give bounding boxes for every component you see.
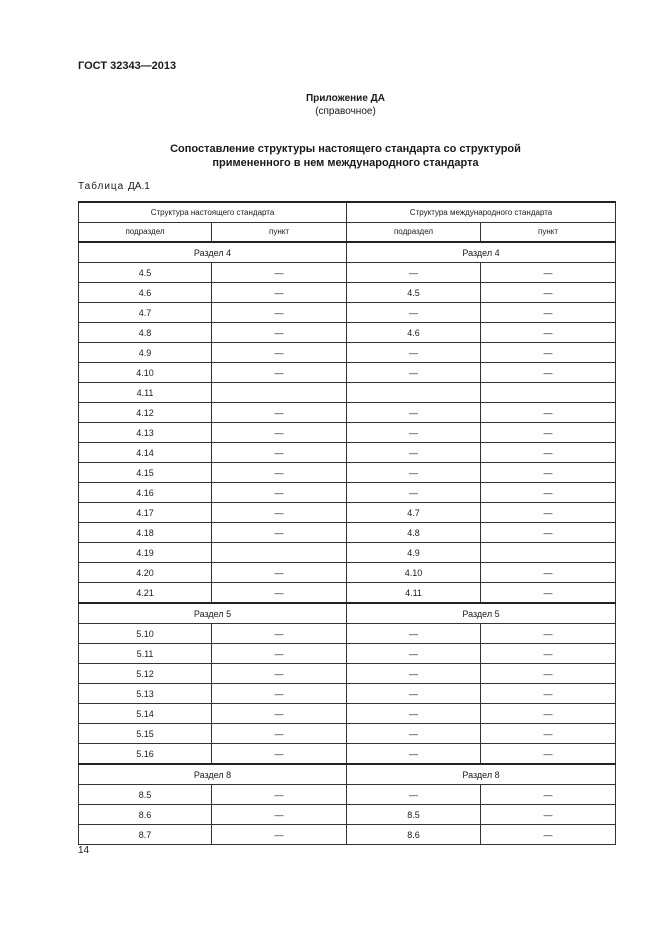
table-cell: 4.12 [79, 403, 212, 423]
table-cell: 4.14 [79, 443, 212, 463]
table-cell: — [481, 323, 616, 343]
table-cell: 4.6 [79, 283, 212, 303]
table-cell: 4.13 [79, 423, 212, 443]
table-cell: — [347, 463, 481, 483]
table-cell: — [481, 363, 616, 383]
table-cell: — [347, 403, 481, 423]
table-row [79, 724, 616, 744]
page-number: 14 [78, 845, 90, 856]
table-cell: 4.7 [347, 503, 481, 523]
table-row [79, 664, 616, 684]
table-cell: 4.9 [79, 343, 212, 363]
table-cell: — [481, 805, 616, 825]
table-cell: — [212, 443, 347, 463]
table-cell: — [481, 684, 616, 704]
table-cell: — [347, 483, 481, 503]
table-cell: — [212, 785, 347, 805]
table-row [79, 644, 616, 664]
table-cell: 8.5 [79, 785, 212, 805]
table-cell: 4.10 [79, 363, 212, 383]
table-cell: 8.5 [347, 805, 481, 825]
table-cell: — [212, 583, 347, 604]
table-cell: — [347, 724, 481, 744]
table-cell: — [481, 624, 616, 644]
table-cell: — [212, 704, 347, 724]
table-cell: — [347, 263, 481, 283]
table-cell: 4.17 [79, 503, 212, 523]
section-header-row [79, 242, 616, 263]
table-cell: — [481, 463, 616, 483]
table-cell: 8.7 [79, 825, 212, 845]
table-cell: — [481, 785, 616, 805]
table-cell: — [481, 644, 616, 664]
table-cell: 8.6 [347, 825, 481, 845]
group-header-international: Структура международного стандарта [347, 202, 616, 223]
section-title: Раздел 8 [347, 764, 616, 785]
table-cell: 5.12 [79, 664, 212, 684]
section-title: Раздел 4 [79, 242, 347, 263]
table-cell: 4.5 [347, 283, 481, 303]
table-caption-number: ДА.1 [128, 181, 150, 192]
table-row [79, 583, 616, 604]
table-cell: — [347, 684, 481, 704]
table-cell: — [347, 624, 481, 644]
table-row [79, 503, 616, 523]
table-row [79, 283, 616, 303]
table-row [79, 363, 616, 383]
sub-header-cell: подраздел [79, 223, 212, 243]
table-row [79, 423, 616, 443]
table-cell: — [347, 363, 481, 383]
table-cell: — [347, 785, 481, 805]
table-cell: — [481, 263, 616, 283]
table-cell: 4.20 [79, 563, 212, 583]
table-cell: — [481, 503, 616, 523]
table-cell: — [212, 523, 347, 543]
table-row [79, 825, 616, 845]
table-row [79, 443, 616, 463]
table-cell: — [212, 323, 347, 343]
table-row [79, 523, 616, 543]
table-row [79, 303, 616, 323]
table-row [79, 744, 616, 765]
table-cell: — [212, 363, 347, 383]
table-cell: 4.9 [347, 543, 481, 563]
table-cell: — [481, 343, 616, 363]
table-row [79, 624, 616, 644]
table-cell: 4.7 [79, 303, 212, 323]
table-cell: — [481, 825, 616, 845]
section-title: Раздел 4 [347, 242, 616, 263]
table-cell: — [347, 704, 481, 724]
table-cell: — [212, 563, 347, 583]
table-cell: — [481, 283, 616, 303]
table-cell: — [212, 684, 347, 704]
appendix-subtitle: (справочное) [315, 106, 376, 117]
table-cell: — [481, 423, 616, 443]
table-cell: — [212, 263, 347, 283]
table-cell: 4.8 [347, 523, 481, 543]
section-title: Раздел 5 [347, 603, 616, 624]
table-heading-line-1: Сопоставление структуры настоящего стандарта со структурой [170, 143, 521, 155]
table-row [79, 483, 616, 503]
table-row [79, 263, 616, 283]
table-row [79, 704, 616, 724]
table-caption [78, 181, 150, 192]
table-cell: — [212, 664, 347, 684]
table-cell: 8.6 [79, 805, 212, 825]
section-header-row [79, 764, 616, 785]
sub-header-cell: пункт [481, 223, 616, 243]
table-sub-header-row [79, 223, 616, 243]
section-title: Раздел 5 [79, 603, 347, 624]
table-cell: — [481, 523, 616, 543]
table-cell: — [347, 644, 481, 664]
table-row [79, 563, 616, 583]
table-row [79, 684, 616, 704]
document-id: ГОСТ 32343—2013 [78, 60, 177, 72]
table-cell: — [481, 563, 616, 583]
table-cell: — [481, 443, 616, 463]
table-cell: 4.11 [79, 383, 212, 403]
table-cell [481, 383, 616, 403]
table-cell: — [481, 704, 616, 724]
table-cell: — [347, 343, 481, 363]
table-cell: 5.11 [79, 644, 212, 664]
table-cell: 4.5 [79, 263, 212, 283]
table-cell: — [481, 483, 616, 503]
table-cell: — [347, 744, 481, 765]
table-cell: 4.16 [79, 483, 212, 503]
table-cell [347, 383, 481, 403]
table-cell: 4.18 [79, 523, 212, 543]
sub-header-cell: подраздел [347, 223, 481, 243]
table-cell: 4.21 [79, 583, 212, 604]
table-cell: — [347, 664, 481, 684]
table-cell: — [212, 724, 347, 744]
table-heading-line-2: примененного в нем международного стандарта [212, 157, 479, 169]
table-body [79, 242, 616, 845]
group-header-national: Структура настоящего стандарта [79, 202, 347, 223]
table-cell: — [212, 463, 347, 483]
table-cell: — [212, 403, 347, 423]
table-cell: — [212, 644, 347, 664]
table-row [79, 785, 616, 805]
table-cell: — [212, 483, 347, 503]
table-cell: — [212, 423, 347, 443]
section-header-row [79, 603, 616, 624]
table-cell: 5.14 [79, 704, 212, 724]
table-cell: — [212, 805, 347, 825]
table-cell: — [212, 283, 347, 303]
table-row [79, 805, 616, 825]
table-cell: 4.6 [347, 323, 481, 343]
table-row [79, 383, 616, 403]
table-cell: — [481, 744, 616, 765]
table-cell: 4.8 [79, 323, 212, 343]
table-cell [212, 383, 347, 403]
table-cell: — [212, 343, 347, 363]
table-cell: — [212, 825, 347, 845]
table-cell: — [347, 423, 481, 443]
table-cell: — [481, 724, 616, 744]
table-cell: 4.11 [347, 583, 481, 604]
table-cell: — [481, 583, 616, 604]
table-cell: — [212, 503, 347, 523]
table-cell: 4.15 [79, 463, 212, 483]
table-cell [481, 543, 616, 563]
appendix-title-block [0, 92, 661, 118]
table-cell: 5.16 [79, 744, 212, 765]
table-heading [0, 142, 661, 170]
sub-header-cell: пункт [212, 223, 347, 243]
table-cell: 4.19 [79, 543, 212, 563]
table-cell: — [481, 303, 616, 323]
section-title: Раздел 8 [79, 764, 347, 785]
comparison-table [78, 201, 616, 845]
table-row [79, 323, 616, 343]
table-cell: — [212, 624, 347, 644]
table-row [79, 403, 616, 423]
appendix-title: Приложение ДА [305, 93, 386, 104]
table-row [79, 343, 616, 363]
table-cell: 5.15 [79, 724, 212, 744]
table-row [79, 543, 616, 563]
table-cell: 4.10 [347, 563, 481, 583]
table-cell: — [212, 744, 347, 765]
table-caption-label: Таблица [78, 181, 125, 192]
table-cell [212, 543, 347, 563]
table-cell: — [481, 403, 616, 423]
table-cell: — [212, 303, 347, 323]
table-cell: 5.10 [79, 624, 212, 644]
table-group-header-row [79, 202, 616, 223]
table-cell: — [481, 664, 616, 684]
table-cell: — [347, 303, 481, 323]
table-cell: — [347, 443, 481, 463]
table-row [79, 463, 616, 483]
table-cell: 5.13 [79, 684, 212, 704]
